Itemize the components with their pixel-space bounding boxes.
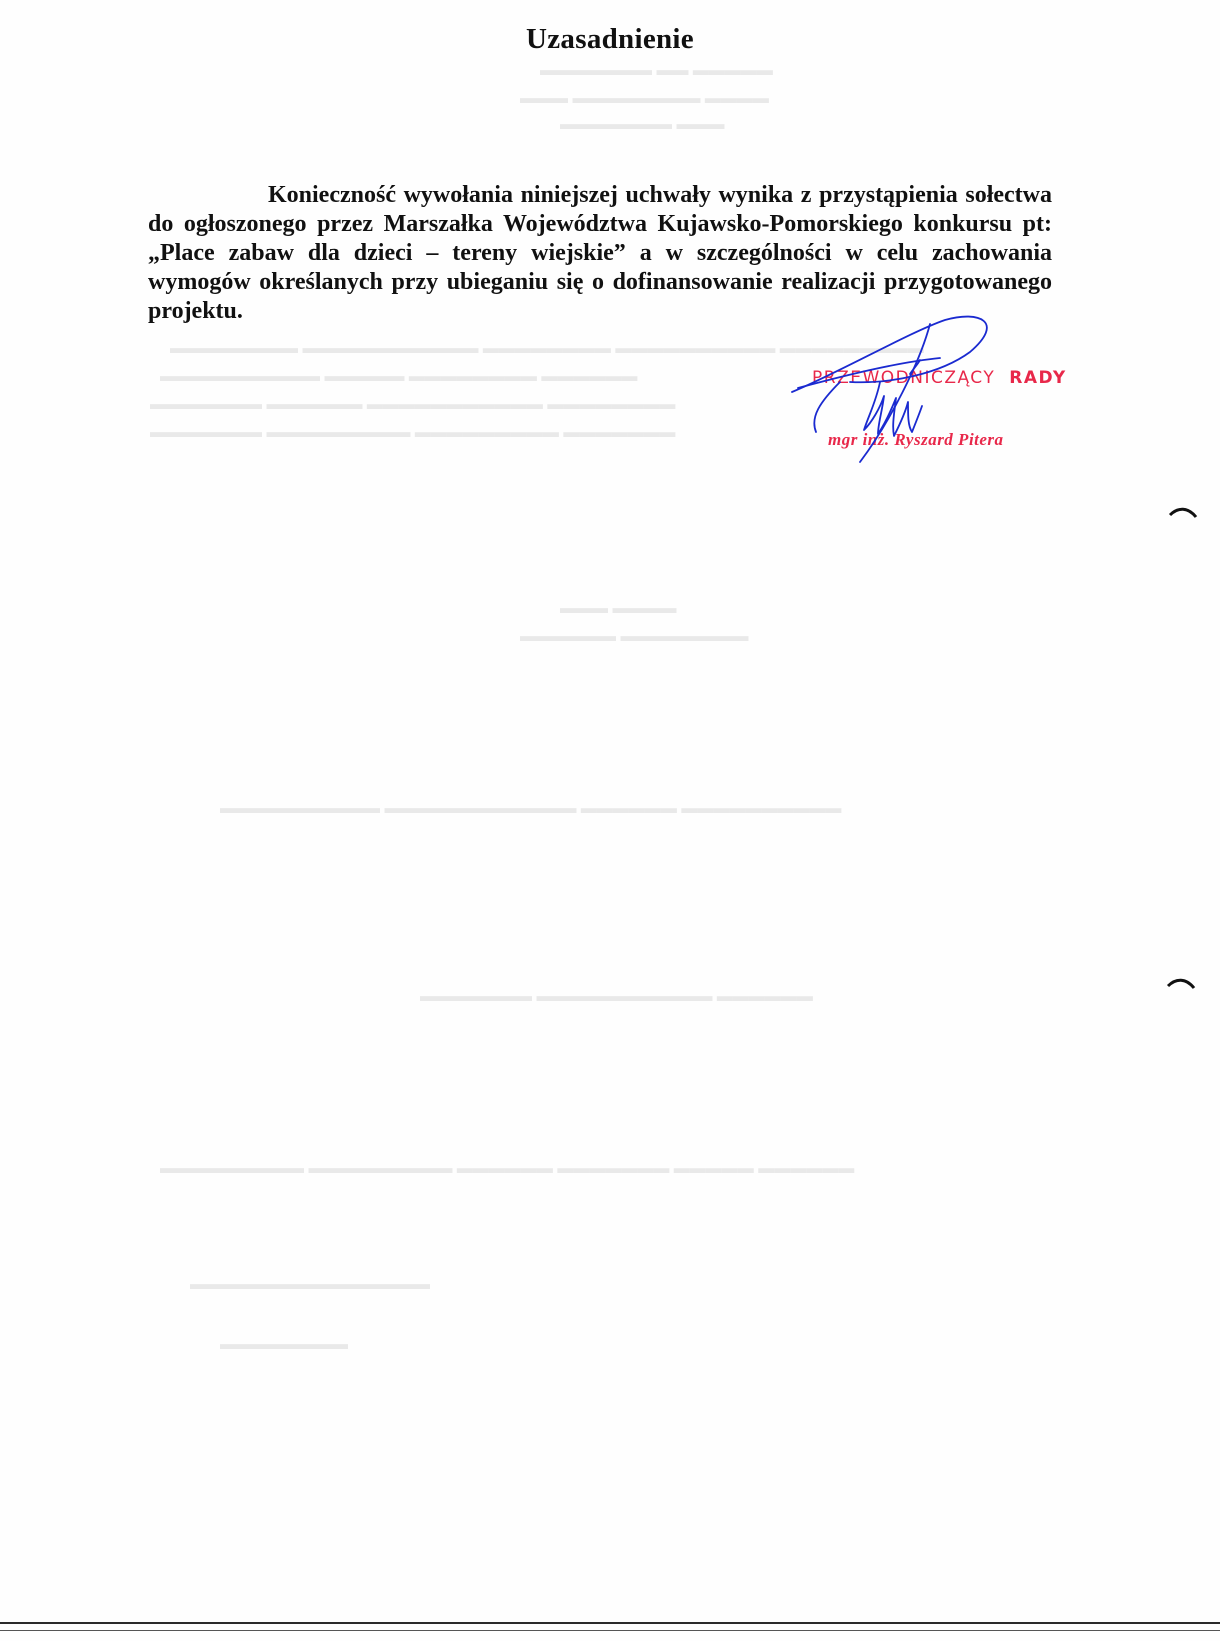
scan-edge-line <box>0 1622 1220 1624</box>
stamp-role-suffix: RADY <box>1009 368 1067 388</box>
punch-hole-mark <box>1166 976 1196 992</box>
bleed-through-trace: ▬▬▬ ▬▬▬▬▬▬▬ <box>560 116 725 133</box>
bleed-through-trace: ▬▬▬▬▬▬▬▬▬ ▬▬▬▬▬▬▬▬▬▬ ▬▬▬▬▬▬▬▬ ▬▬▬▬▬▬▬▬▬▬▬ ▬▬▬▬▬▬▬▬ <box>170 340 924 357</box>
handwritten-signature <box>780 312 1030 482</box>
bleed-through-trace: ▬▬▬▬▬▬▬▬▬▬▬▬▬▬▬ <box>190 1276 430 1293</box>
bleed-through-trace: ▬▬▬▬▬▬▬ ▬▬▬▬▬▬▬▬▬ ▬▬▬▬▬▬▬▬▬ ▬▬▬▬▬▬▬ <box>150 424 676 441</box>
justification-paragraph: Konieczność wywołania niniejszej uchwały wynika z przystąpienia sołectwa do ogłoszonego przez Marszałka Województwa Kujawsko-Pomorskiego konkursu pt: „Place zabaw dla dzieci – tereny wiejskie” a w szczególności w celu zachowania wymogów określanych przy ubieganiu się o dofinansowanie realizacji przygotowanego projektu. <box>148 182 1052 324</box>
bleed-through-trace: ▬▬▬▬ ▬▬▬▬▬▬▬▬ ▬▬▬ <box>520 90 769 107</box>
bleed-through-trace: ▬▬▬▬▬▬ ▬▬▬▬▬▬▬▬▬▬▬ ▬▬▬▬▬▬▬ <box>420 988 813 1005</box>
bleed-through-trace: ▬▬▬▬▬ ▬▬ ▬▬▬▬▬▬▬ <box>540 62 773 79</box>
bleed-through-trace: ▬▬▬▬ ▬▬▬ <box>560 600 677 617</box>
stamp-name: mgr inż. Ryszard Pitera <box>828 430 1004 449</box>
bleed-through-trace: ▬▬▬▬▬▬ ▬▬▬▬▬▬▬▬ ▬▬▬▬▬ ▬▬▬▬▬▬▬▬▬▬ <box>160 368 638 385</box>
bleed-through-trace: ▬▬▬▬▬▬ ▬▬▬▬▬ ▬▬▬▬▬▬▬ ▬▬▬▬▬▬ ▬▬▬▬▬▬▬▬▬ ▬▬▬▬▬▬▬▬▬ <box>160 1160 855 1177</box>
bleed-through-trace: ▬▬▬▬▬▬▬▬ ▬▬▬▬▬▬▬▬▬▬▬ ▬▬▬▬▬▬ ▬▬▬▬▬▬▬ <box>150 396 676 413</box>
scan-edge-line <box>0 1630 1220 1631</box>
document-title: Uzasadnienie <box>526 23 694 56</box>
bleed-through-trace: ▬▬▬▬▬▬▬▬ ▬▬▬▬▬▬ <box>520 628 749 645</box>
bleed-through-trace: ▬▬▬▬▬▬▬▬ <box>220 1336 348 1353</box>
stamp-role-prefix: PRZEWODNICZĄCY <box>812 368 996 388</box>
punch-hole-mark <box>1168 505 1198 521</box>
bleed-through-trace: ▬▬▬▬▬▬▬▬▬▬ ▬▬▬▬▬▬ ▬▬▬▬▬▬▬▬▬▬▬▬ ▬▬▬▬▬▬▬▬▬▬ <box>220 800 842 817</box>
